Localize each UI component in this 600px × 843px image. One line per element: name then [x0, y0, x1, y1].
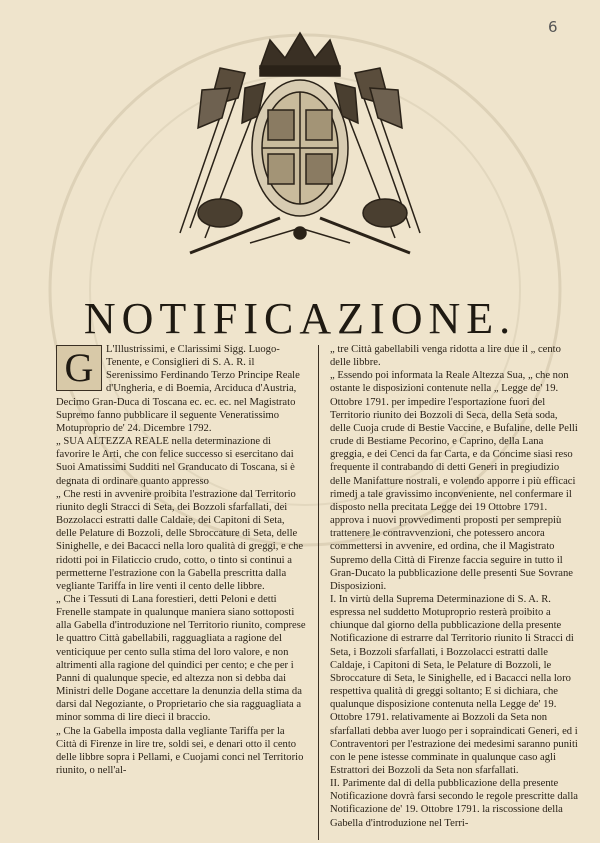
left-column	[56, 343, 306, 777]
right-column	[330, 343, 578, 830]
paragraph: „ tre Città gabellabili venga ridotta a lire due il „ cento delle libbre.	[330, 344, 561, 369]
paragraph: „ Che la Gabella imposta dalla vegliante Tariffa per la Città di Firenze in lire tre, soldi sei, e denari otto il cento delle libbre sopra i Pellami, e Cuojami conci nel Territorio riunito, o nell'al-	[56, 725, 304, 776]
paragraph: „ Essendo poi informata la Reale Altezza Sua, „ che non ostante le disposizioni contenute nella „ Legge de' 19. Ottobre 1791. per impedire l'esportazione fuori del Territorio riunito dei Bozzoli di Seca, della Seta soda, delle Cuoja crude di Bestie Vaccine, e Bufaline, delle Pelli crude di Bestiame Pecorino, e Caprino, della Lana greggia, e dei Cenci da far Carta, e da Concime siasi reso frequente il contrabando di detti Generi in pregiudizio delle Manifatture nostrali, e volendo apporre i più efficaci rimedj a tale gravissimo inconveniente, nel confermare il disposto nella precitata Legge dei 19 Ottobre 1791. approva i nuovi provvedimenti proposti per semprepiù trattenere le contravvenzioni, che potessero ancora commettersi in avvenire, ed ordina, che il Magistrato Supremo della Città di Firenze faccia seguire in tutto il Gran-Ducato la pubblicazione delle presenti Sue Sovrane Disposizioni.	[330, 370, 578, 592]
paragraph: „ SUA ALTEZZA REALE nella determinazione di favorire le Arti, che con felice successo si esercitano dai Suoi Amatissimi Sudditi nel Granducato di Toscana, si è degnata di ordinare quanto appresso	[56, 436, 295, 487]
coat-of-arms-emblem	[150, 28, 450, 263]
paragraph	[56, 343, 306, 435]
column-divider	[318, 345, 319, 840]
paragraph: I. In virtù della Suprema Determinazione di S. A. R. espressa nel suddetto Motuproprio resterà proibito a chiunque dal giorno della pubblicazione della presente Notificazione di estrarre dal Territorio riunito li Stracci di Seta, i Bozzoli sfarfallati, i Bozzolacci estratti dalle Caldaje, i Capitoni di Seta, le Pelature di Bozzoli, le Sbroccature di Seta, le Sinighelle, ed i Bacacci nella loro respettiva qualità di greggi soltanto; E si dichiara, che qualunque disposizione contenuta nella Legge de' 19. Ottobre 1791. relativamente ai Bozzoli da Seta non sfarfallati debba aver luogo per i sopraindicati Generi, ed i Contraventori per l'estrazione dei medesimi saranno puniti con le pene istesse comminate in qualunque caso agli Estrattori dei Bozzoli da Seta non sfarfallati.	[330, 593, 578, 776]
page-title: NOTIFICAZIONE.	[83, 294, 517, 343]
paragraph-text: L'Illustrissimi, e Clarissimi Sigg. Luogo-Tenente, e Consiglieri di S. A. R. il Serenissimo Ferdinando Terzo Principe Reale d'Ungheria, e di Boemia, Arciduca d'Austria, Decimo Gran-Duca di Toscana ec. ec. ec. nel Magistrato Supremo fanno pubblicare il seguente Veneratissimo Motuproprio de' 24. Dicembre 1792.	[56, 344, 300, 434]
paragraph: „ Che i Tessuti di Lana forestieri, detti Peloni e detti Frenelle stampate in qualunque maniera siano sottoposti alla Gabella d'introduzione nel Territorio riunito, comprese le quattro Città gabellabili, ragguagliata a ragione del venticiquue per cento sulla stima del loro valore, e non altrimenti alla ragione del quindici per cento; e che per i Panni di qualunque specie, ed altezza non si debba dai Ministri delle Dogane accettare la denunzia della stima da darsi dal Negoziante, o Proprietario che sia ragguagliata a minor somma di lire dieci il braccio.	[56, 593, 306, 724]
drop-cap-initial: G	[56, 345, 102, 391]
archive-pencil-mark: 6	[548, 18, 558, 36]
paragraph: II. Parimente dal dì della pubblicazione della presente Notificazione dovrà farsi secondo le regole prescritte dalla Notificazione de' 19. Ottobre 1791. la riscossione della Gabella d'introduzione nel Terri-	[330, 778, 578, 829]
paragraph: „ Che resti in avvenire proibita l'estrazione dal Territorio riunito degli Stracci di Seta, dei Bozzoli sfarfallati, dei Bozzolacci estratti dalle Caldaie, dei Capitoni di Seta, delle Pelature di Bozzoli, delle Sbroccature di Seta, delle Sinighelle, e dei Bacacci nella loro qualità di greggi, e che ridotti poi in Filaticcio crudo, cotto, o tinto si continui a permetterne l'estrazione con la Gabella prescritta dalla vegliante Tariffa in lire venti il cento delle libbre.	[56, 488, 304, 592]
